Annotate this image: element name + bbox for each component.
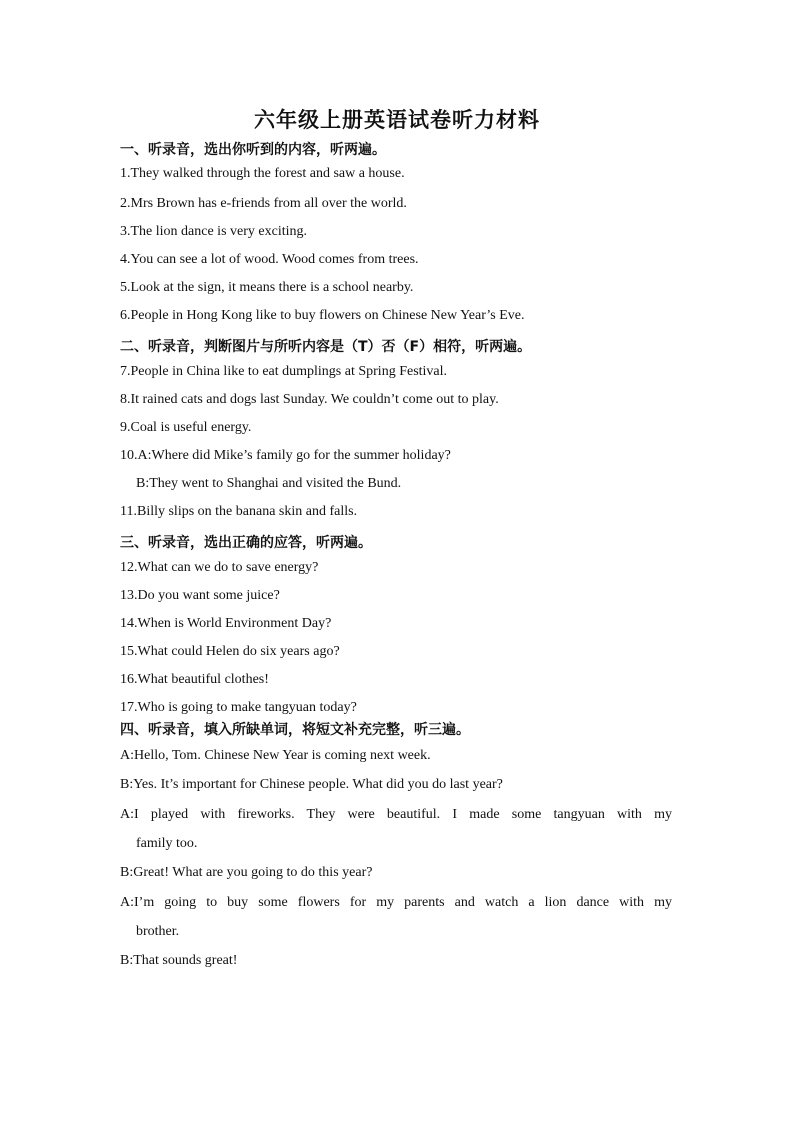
item-6: 6.People in Hong Kong like to buy flowers on Chinese New Year’s Eve. — [120, 308, 525, 323]
item-2: 2.Mrs Brown has e-friends from all over the world. — [120, 196, 407, 211]
item-16: 16.What beautiful clothes! — [120, 672, 269, 687]
item-12: 12.What can we do to save energy? — [120, 560, 319, 575]
item-8: 8.It rained cats and dogs last Sunday. We couldn’t come out to play. — [120, 392, 499, 407]
item-13: 13.Do you want some juice? — [120, 588, 280, 603]
item-7: 7.People in China like to eat dumplings at Spring Festival. — [120, 364, 448, 379]
dialogue-line-1: A:Hello, Tom. Chinese New Year is coming next week. — [120, 748, 431, 763]
dialogue-line-5: A:I’m going to buy some flowers for my parents and watch a lion dance with my — [120, 895, 672, 910]
section-heading-3: 三、听录音，选出正确的应答，听两遍。 — [120, 535, 372, 551]
dialogue-line-2: B:Yes. It’s important for Chinese people. What did you do last year? — [120, 777, 503, 792]
section-heading-1: 一、听录音，选出你听到的内容，听两遍。 — [120, 142, 386, 158]
dialogue-line-3: A:I played with fireworks. They were beautiful. I made some tangyuan with my — [120, 807, 672, 822]
item-4: 4.You can see a lot of wood. Wood comes from trees. — [120, 252, 419, 267]
item-5: 5.Look at the sign, it means there is a school nearby. — [120, 280, 414, 295]
item-15: 15.What could Helen do six years ago? — [120, 644, 340, 659]
section-heading-2: 二、听录音，判断图片与所听内容是（T）否（F）相符，听两遍。 — [120, 339, 532, 355]
item-14: 14.When is World Environment Day? — [120, 616, 332, 631]
dialogue-line-6: B:That sounds great! — [120, 953, 238, 968]
item-11: 11.Billy slips on the banana skin and falls. — [120, 504, 358, 519]
dialogue-line-5-continued: brother. — [136, 924, 180, 939]
item-9: 9.Coal is useful energy. — [120, 420, 252, 435]
section-heading-4: 四、听录音，填入所缺单词，将短文补充完整，听三遍。 — [120, 722, 470, 738]
dialogue-line-4: B:Great! What are you going to do this year? — [120, 865, 373, 880]
item-10-a: 10.A:Where did Mike’s family go for the summer holiday? — [120, 448, 451, 463]
dialogue-line-3-continued: family too. — [136, 836, 198, 851]
page-title: 六年级上册英语试卷听力材料 — [254, 107, 540, 132]
item-10-b: B:They went to Shanghai and visited the Bund. — [136, 476, 402, 491]
item-17: 17.Who is going to make tangyuan today? — [120, 700, 357, 715]
item-3: 3.The lion dance is very exciting. — [120, 224, 307, 239]
item-1: 1.They walked through the forest and saw a house. — [120, 166, 405, 181]
